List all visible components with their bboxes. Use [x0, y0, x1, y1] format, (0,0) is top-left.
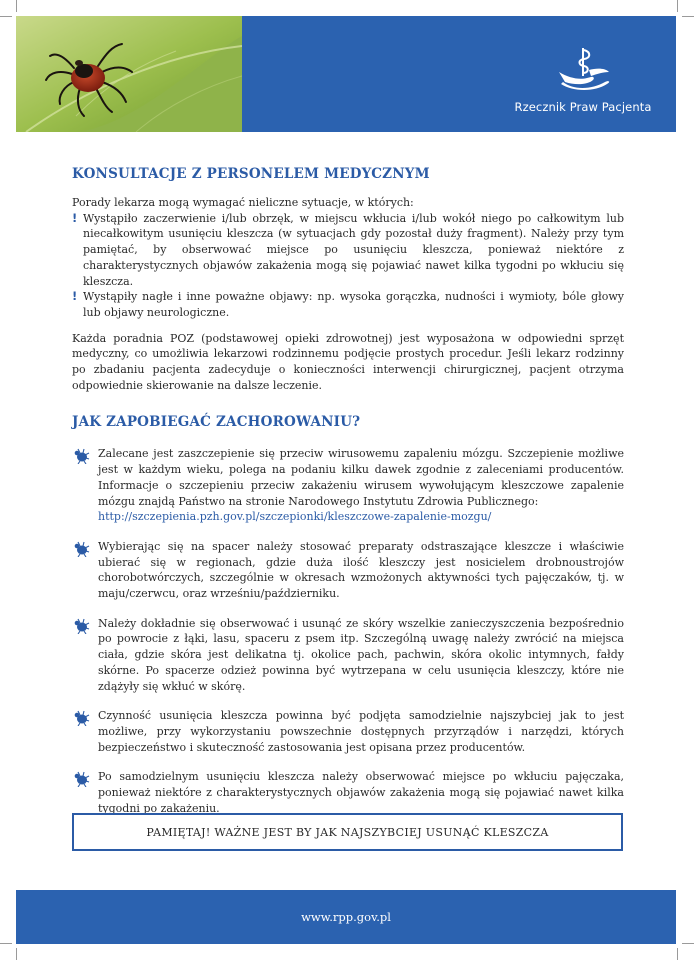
tick-icon — [72, 616, 98, 695]
warning-text: Wystąpiło zaczerwienie i/lub obrzęk, w miejscu wkłucia i/lub wokół niego po całkowitym lub niecałkowitym usunięciu kleszcza (w sytuacjach gdy pozostał duży fragment). Należy przy tym pamiętać, by obserwować miejsce po usunięciu kleszcza, ponieważ niektóre z charakterystycznych objawów zakażenia mogą się pojawiać nawet kilka tygodni po wkłuciu się kleszcza. — [83, 211, 624, 288]
tip-text: Wybierając się na spacer należy stosować preparaty odstraszające kleszcze i właściwie ubierać się w regionach, gdzie duża ilość kleszczy jest nosicielem drobnoustrojów chorobotwórczych, szczególnie w okresach wzmożonych aktywności tych pajęczaków, tj. w maju/czerwcu, oraz wrześniu/październiku. — [98, 539, 624, 601]
crop-mark — [682, 16, 694, 17]
poz-paragraph: Każda poradnia POZ (podstawowej opieki zdrowotnej) jest wyposażona w odpowiedni sprzęt medyczny, co umożliwia lekarzowi rodzinnemu podjęcie prostych procedur. Jeśli lekarz rodzinny po zbadaniu pacjenta zadecyduje o konieczności interwencji chirurgicznej, pacjent otrzyma odpowiednie skierowanie na dalsze leczenie. — [72, 331, 624, 392]
main-content — [72, 160, 624, 831]
tick-icon — [72, 446, 98, 525]
tip-text: Zalecane jest zaszczepienie się przeciw wirusowemu zapaleniu mózgu. Szczepienie możliwe jest w każdym wieku, polega na podaniu kilku dawek zgodnie z zaleceniami producentów. Informacje o szczepieniu przeciw zakażeniu wirusem wywołującym kleszczowe zapalenie mózgu znajdą Państwo na stronie Narodowego Instytutu Zdrowia Publicznego: — [98, 447, 624, 508]
organization-name: Rzecznik Praw Pacjenta — [514, 100, 652, 114]
crop-mark — [682, 943, 694, 944]
crop-mark — [0, 16, 12, 17]
tip-text: Należy dokładnie się obserwować i usunąć ze skóry wszelkie zanieczyszczenia bezpośrednio po powrocie z łąki, lasu, spaceru z psem itp. Szczególną uwagę należy zwrócić na miejsca ciała, gdzie skóra jest delikatna tj. okolice pach, pachwin, skóra okolic intymnych, fałdy skórne. Po spacerze odzież powinna być wytrzepana w celu usunięcia kleszczy, które nie zdążyły się wkłuć w skórę. — [98, 616, 624, 693]
vaccination-link[interactable]: http://szczepienia.pzh.gov.pl/szczepionki/kleszczowe-zapalenie-mozgu/ — [98, 510, 492, 524]
footer-website-link[interactable]: www.rpp.gov.pl — [301, 910, 391, 924]
tip-text: Czynność usunięcia kleszcza powinna być podjęta samodzielnie najszybciej jak to jest możliwe, przy wykorzystaniu powszechnie dostępnych przyrządów i narzędzi, których bezpieczeństwo i skuteczność zastosowania jest opisana przez producentów. — [98, 709, 624, 754]
reminder-box — [72, 813, 623, 851]
warning-text: Wystąpiły nagłe i inne poważne objawy: np. wysoka gorączka, nudności i wymioty, bóle głowy lub objawy neurologiczne. — [83, 290, 624, 319]
tick-icon — [72, 708, 98, 755]
list-item — [72, 539, 624, 602]
section-title-consultation: KONSULTACJE Z PERSONELEM MEDYCZNYM — [72, 166, 430, 182]
tick-on-leaf-photo — [16, 16, 242, 132]
section-title-prevention: JAK ZAPOBIEGAĆ ZACHOROWANIU? — [72, 414, 361, 431]
crop-mark — [16, 0, 17, 12]
exclamation-icon: ! — [72, 289, 78, 304]
warning-item — [72, 289, 624, 320]
tick-icon — [72, 769, 98, 816]
crop-mark — [677, 0, 678, 12]
crop-mark — [16, 948, 17, 960]
tip-text: Po samodzielnym usunięciu kleszcza należy obserwować miejsce po wkłuciu pajęczaka, ponieważ niektóre z charakterystycznych objawów zakażenia mogą się pojawiać nawet kilka tygodni po zakażeniu. — [98, 770, 624, 815]
prevention-list — [72, 446, 624, 816]
reminder-text: PAMIĘTAJ! WAŻNE JEST BY JAK NAJSZYBCIEJ USUNĄĆ KLESZCZA — [146, 825, 549, 839]
list-item — [72, 446, 624, 525]
organization-logo — [508, 46, 658, 114]
list-item — [72, 769, 624, 816]
crop-mark — [677, 948, 678, 960]
rpp-logo-icon — [551, 77, 615, 96]
intro-text: Porady lekarza mogą wymagać nieliczne sytuacje, w których: — [72, 196, 414, 209]
footer-band — [16, 890, 676, 944]
list-item — [72, 616, 624, 695]
list-item — [72, 708, 624, 755]
crop-mark — [0, 943, 12, 944]
warning-item — [72, 211, 624, 290]
tick-icon — [72, 539, 98, 602]
exclamation-icon: ! — [72, 210, 78, 225]
